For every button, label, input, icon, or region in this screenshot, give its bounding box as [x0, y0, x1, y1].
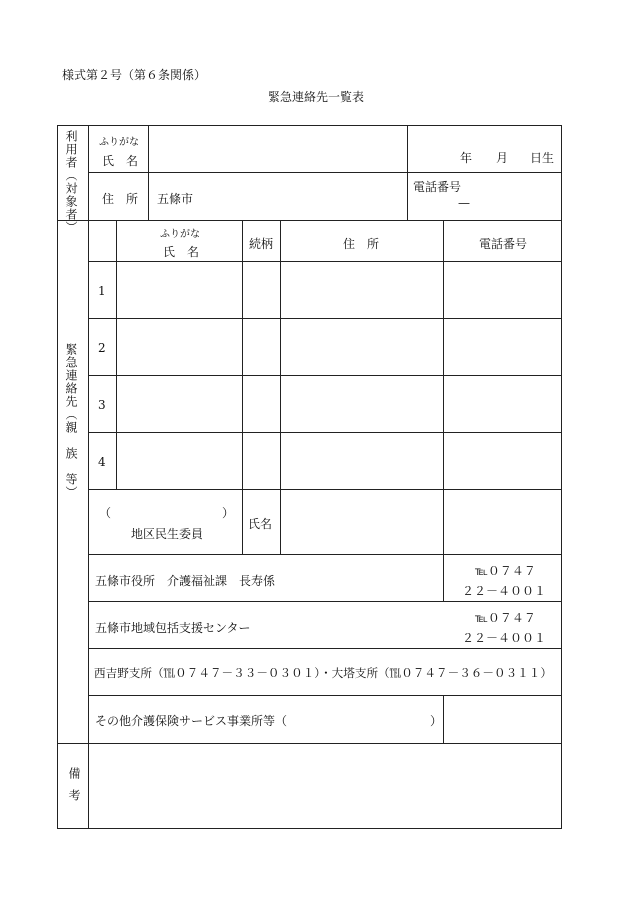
col-relation: 続柄 — [249, 237, 274, 251]
commissioner-label: 地区民生委員 — [131, 527, 204, 541]
user-address-value[interactable]: 五條市 — [157, 192, 194, 206]
city-office-label: 五條市役所 介護福祉課 長寿係 — [95, 574, 276, 588]
page-title: 緊急連絡先一覧表 — [268, 90, 365, 104]
col-name: 氏 名 — [163, 245, 200, 259]
user-name-field[interactable] — [158, 130, 404, 170]
support-center-tel-1: ℡０７４７ — [475, 611, 536, 625]
support-center-label: 五條市地域包括支援センター — [95, 621, 251, 635]
user-name-label: 氏 名 — [102, 154, 139, 168]
other-services-close: ） — [430, 714, 443, 728]
birth-month-label: 月 — [496, 151, 509, 165]
city-office-tel-2: ２２－４００１ — [462, 584, 547, 598]
support-center-tel-2: ２２－４００１ — [462, 631, 547, 645]
row-number-4: 4 — [98, 455, 106, 469]
birth-year-label: 年 — [460, 151, 473, 165]
col-address: 住 所 — [343, 237, 380, 251]
birth-day-label: 日生 — [530, 151, 555, 165]
col-phone: 電話番号 — [479, 237, 528, 251]
col-furigana: ふりがな — [160, 229, 200, 240]
emergency-section-label: 緊急連絡先（親 族 等） — [64, 343, 78, 499]
row-number-1: 1 — [98, 284, 106, 298]
remarks-field[interactable] — [92, 747, 558, 825]
user-section-label: 利用者（対象者） — [64, 130, 78, 234]
other-services-label: その他介護保険サービス事業所等（ — [95, 714, 288, 728]
row-number-2: 2 — [98, 341, 106, 355]
user-address-label: 住 所 — [102, 192, 139, 206]
user-furigana-label: ふりがな — [99, 137, 139, 148]
commissioner-open-paren: （ — [99, 506, 112, 520]
user-phone-label: 電話番号 — [413, 180, 462, 194]
commissioner-close-paren: ） — [222, 506, 235, 520]
row-number-3: 3 — [98, 398, 106, 412]
form-number: 様式第２号（第６条関係） — [62, 68, 207, 82]
commissioner-name-label: 氏名 — [248, 517, 273, 531]
branch-offices: 西吉野支所（℡０７４７－３３－０３０１）・大塔支所（℡０７４７－３６－０３１１） — [94, 666, 552, 680]
user-phone-dash: — — [458, 196, 470, 210]
remarks-label: 備考 — [67, 767, 81, 811]
city-office-tel-1: ℡０７４７ — [475, 564, 536, 578]
